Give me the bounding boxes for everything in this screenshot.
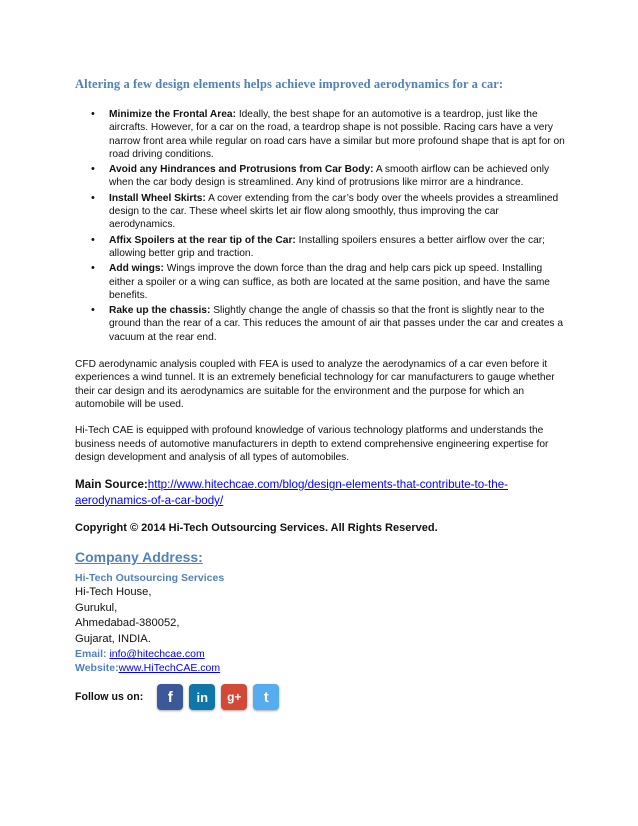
item-text: Ideally, the best shape for an automotive is a teardrop, just like the aircrafts. However, for a car on the road, a teardrop shape is not possible. Racing cars have a very narrow front area while regular on road cars have a similar but more profound shape that is apt for on road driving conditions. [109, 109, 565, 160]
item-text: A cover extending from the car’s body over the wheels provides a streamlined design to the car. These wheel skirts let air flow along smoothly, thus improving the car aerodynamics. [109, 192, 559, 231]
main-source-label: Main Source: [75, 478, 148, 492]
list-item [109, 163, 567, 190]
list-item [109, 262, 567, 302]
address-line: Ahmedabad-380052, [75, 617, 180, 630]
address-line: Hi-Tech House, [75, 586, 152, 599]
facebook-icon[interactable]: f [157, 684, 183, 710]
main-source [75, 477, 567, 509]
item-title: Affix Spoilers at the rear tip of the Car: [109, 234, 296, 246]
googleplus-icon[interactable]: g+ [221, 684, 247, 710]
address-line: Gujarat, INDIA. [75, 632, 151, 645]
item-title: Avoid any Hindrances and Protrusions from Car Body: [109, 164, 374, 176]
item-text: A smooth airflow can be achieved only when the car body design is streamlined. Any kind of protrusions like mirror are a hindrance. [109, 164, 550, 189]
linkedin-icon[interactable]: in [189, 684, 215, 710]
follow-us-label: Follow us on: [75, 691, 144, 704]
address-line: Gurukul, [75, 601, 118, 614]
item-title: Rake up the chassis: [109, 305, 211, 317]
document-page [75, 74, 567, 710]
item-title: Install Wheel Skirts: [109, 192, 206, 204]
email-link[interactable]: info@hitechcae.com [109, 648, 205, 661]
item-title: Add wings: [109, 263, 164, 275]
website-link[interactable]: www.HiTechCAE.com [118, 662, 221, 675]
website-label: Website: [75, 662, 119, 675]
copyright-notice: Copyright © 2014 Hi-Tech Outsourcing Services. All Rights Reserved. [75, 522, 438, 535]
cfd-paragraph: CFD aerodynamic analysis coupled with FEA is used to analyze the aerodynamics of a car even before it experiences a wind tunnel. It is an extremely beneficial technology for car manufacturers to gauge whether their car design and its aerodynamics are suitable for the environment and the purpose for which an automobile will be used. [75, 359, 555, 410]
company-address-title: Company Address: [75, 549, 203, 566]
website-row [75, 661, 567, 675]
item-text: Wings improve the down force than the drag and help cars pick up speed. Installing either a spoiler or a wing can suffice, as both are located at the same position, and have the same benefits. [109, 263, 550, 301]
company-name: Hi-Tech Outsourcing Services [75, 572, 225, 585]
item-text: Installing spoilers ensures a better airflow over the car; allowing better grip and traction. [109, 234, 545, 259]
design-elements-list [75, 108, 567, 344]
follow-us-row [75, 684, 567, 710]
company-paragraph: Hi-Tech CAE is equipped with profound knowledge of various technology platforms and understands the business needs of automotive manufacturers in depth to extend comprehensive engineering expertise for design development and analysis of all types of automobiles. [75, 425, 549, 463]
main-source-link[interactable]: http://www.hitechcae.com/blog/design-elements-that-contribute-to-the-aerodynamics-of-a-car-body/ [75, 478, 509, 508]
section-heading: Altering a few design elements helps achieve improved aerodynamics for a car: [75, 77, 504, 91]
email-row [75, 647, 567, 661]
item-text: Slightly change the angle of chassis so that the front is slightly near to the ground than the rear of a car. This reduces the amount of air that passes under the car and creates a vacuum at the rear end. [109, 305, 563, 343]
list-item [109, 108, 567, 161]
item-title: Minimize the Frontal Area: [109, 109, 236, 120]
list-item [109, 234, 567, 261]
list-item [109, 192, 567, 232]
email-label: Email: [75, 648, 107, 661]
twitter-icon[interactable]: t [253, 684, 279, 710]
list-item [109, 304, 567, 344]
